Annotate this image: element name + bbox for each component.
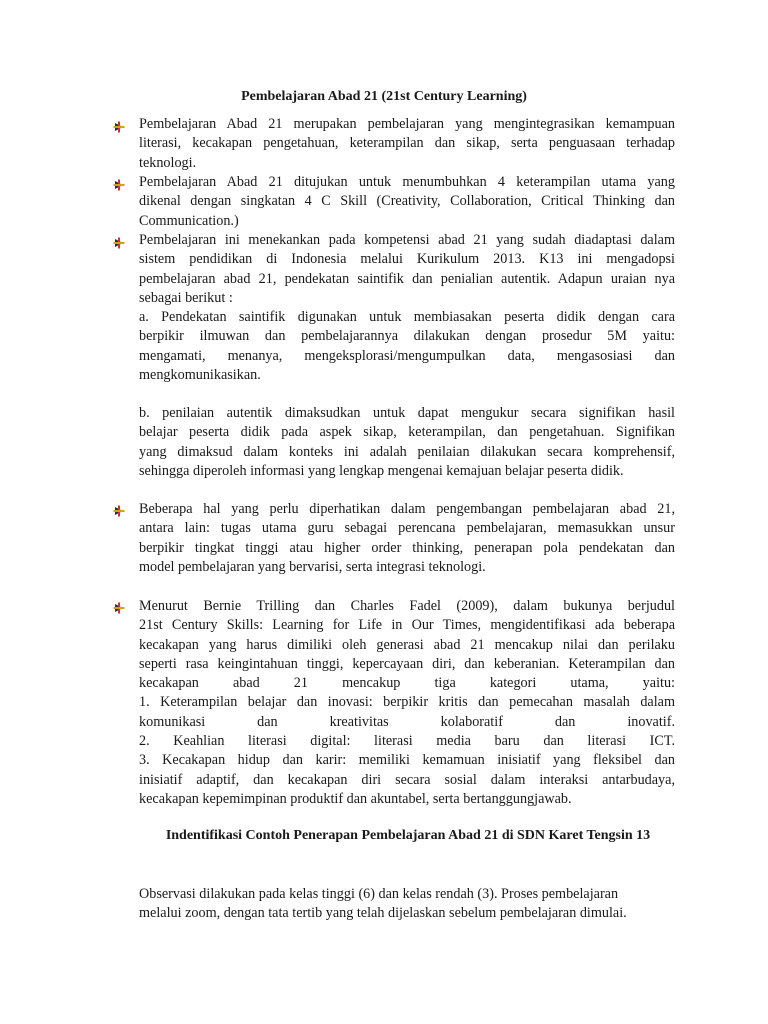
arrow-bullet-icon bbox=[113, 505, 125, 517]
text-line: pembelajaran abad 21, pendekatan saintifik dan penialian autentik. Adapun uraian nya bbox=[139, 270, 675, 287]
bullet-paragraph-4 bbox=[139, 500, 675, 577]
paragraph-b bbox=[139, 404, 675, 481]
text-line: kecakapan yang harus dimiliki oleh generasi abad 21 mencakup nilai dan perilaku bbox=[139, 636, 675, 653]
arrow-bullet-icon bbox=[113, 179, 125, 191]
text-line: sehingga diperoleh informasi yang lengkap mengenai kemajuan belajar peserta didik. bbox=[139, 462, 624, 479]
text-line: yang dimaksud dalam konteks ini adalah penilaian dilakukan secara komprehensif, bbox=[139, 443, 675, 460]
section-paragraph bbox=[139, 885, 675, 924]
text-line: teknologi. bbox=[139, 154, 197, 171]
arrow-bullet-icon bbox=[113, 602, 125, 614]
text-line: antara lain: tugas utama guru sebagai perencana pembelajaran, memasukkan unsur bbox=[139, 520, 675, 537]
text-line: berpikir tingkat tinggi atau higher order thinking, penerapan pola pendekatan dan bbox=[139, 539, 675, 556]
section-title: Indentifikasi Contoh Penerapan Pembelajaran Abad 21 di SDN Karet Tengsin 13 bbox=[165, 828, 651, 843]
text-line: model pembelajaran yang bervarisi, serta integrasi teknologi. bbox=[139, 558, 486, 575]
text-line: inisiatif adaptif, dan kecakapan diri secara sosial dalam interaksi antarbudaya, bbox=[139, 771, 675, 788]
text-line: Communication.) bbox=[139, 212, 239, 229]
text-line: Observasi dilakukan pada kelas tinggi (6) dan kelas rendah (3). Proses pembelajaran bbox=[139, 886, 619, 902]
text-line: b. penilaian autentik dimaksudkan untuk dapat mengukur secara signifikan hasil bbox=[139, 405, 675, 421]
text-line: mengamati, menanya, mengeksplorasi/mengumpulkan data, mengasosiasi dan bbox=[139, 347, 675, 364]
bullet-paragraph-1 bbox=[139, 115, 675, 173]
text-line: sebagai berikut : bbox=[139, 289, 233, 306]
text-line: Pembelajaran Abad 21 ditujukan untuk menumbuhkan 4 keterampilan utama yang bbox=[139, 174, 675, 190]
text-line: 21st Century Skills: Learning for Life in Our Times, mengidentifikasi ada beberapa bbox=[139, 617, 675, 634]
text-line: seperti rasa keingintahuan tinggi, kepercayaan diri, dan keberanian. Keterampilan dan bbox=[139, 655, 675, 672]
text-line: dikenal dengan singkatan 4 C Skill (Creativity, Collaboration, Critical Thinking dan bbox=[139, 193, 675, 210]
text-line: mengkomunikasikan. bbox=[139, 367, 261, 384]
text-line: Menurut Bernie Trilling dan Charles Fadel (2009), dalam bukunya berjudul bbox=[139, 598, 675, 614]
text-line: kecakapan abad 21 mencakup tiga kategori utama, yaitu: bbox=[139, 675, 675, 692]
text-line: kecakapan kepemimpinan produktif dan akuntabel, serta bertanggungjawab. bbox=[139, 790, 572, 807]
text-line: 2. Keahlian literasi digital: literasi media baru dan literasi ICT. bbox=[139, 733, 675, 750]
text-line: Beberapa hal yang perlu diperhatikan dalam pengembangan pembelajaran abad 21, bbox=[139, 501, 675, 517]
bullet-paragraph-3 bbox=[139, 231, 675, 385]
text-line: melalui zoom, dengan tata tertib yang telah dijelaskan sebelum pembelajaran dimulai. bbox=[139, 905, 627, 922]
text-line: belajar peserta didik pada aspek sikap, keterampilan, dan pengetahuan. Signifikan bbox=[139, 424, 675, 441]
text-line: a. Pendekatan saintifik digunakan untuk membiasakan peserta didik dengan cara bbox=[139, 309, 675, 326]
text-line: literasi, kecakapan pengetahuan, keterampilan dan sikap, serta penguasaan terhadap bbox=[139, 135, 675, 152]
document-title: Pembelajaran Abad 21 (21st Century Learning) bbox=[241, 89, 527, 104]
text-line: 3. Kecakapan hidup dan karir: memiliki kemamuan inisiatif yang fleksibel dan bbox=[139, 752, 675, 769]
text-line: sistem pendidikan di Indonesia melalui Kurikulum 2013. K13 ini mengadopsi bbox=[139, 251, 675, 268]
text-line: Pembelajaran Abad 21 merupakan pembelajaran yang mengintegrasikan kemampuan bbox=[139, 116, 675, 132]
text-line: komunikasi dan kreativitas kolaboratif dan inovatif. bbox=[139, 713, 675, 730]
bullet-paragraph-2 bbox=[139, 173, 675, 231]
arrow-bullet-icon bbox=[113, 121, 125, 133]
arrow-bullet-icon bbox=[113, 237, 125, 249]
text-line: Pembelajaran ini menekankan pada kompetensi abad 21 yang sudah diadaptasi dalam bbox=[139, 232, 675, 248]
bullet-paragraph-5 bbox=[139, 597, 675, 809]
text-line: berpikir ilmuwan dan pembelajarannya dilakukan dengan prosedur 5M yaitu: bbox=[139, 328, 675, 345]
text-line: 1. Keterampilan belajar dan inovasi: berpikir kritis dan pemecahan masalah dalam bbox=[139, 694, 675, 711]
